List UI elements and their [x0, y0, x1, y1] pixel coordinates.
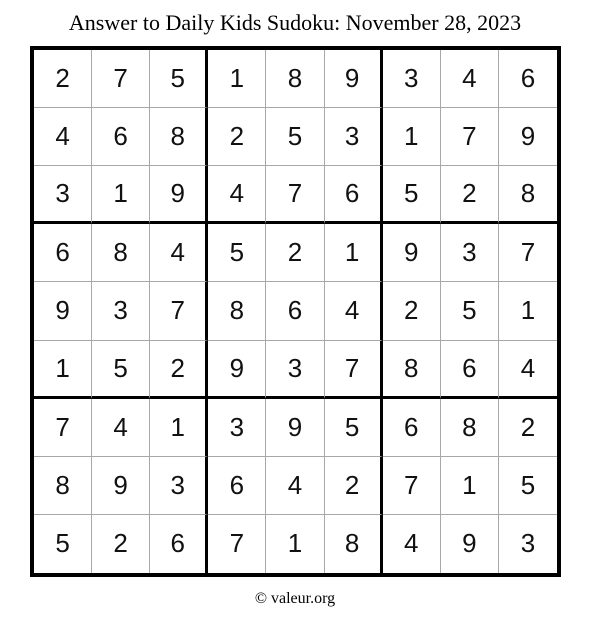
sudoku-cell: 5: [383, 166, 441, 224]
sudoku-cell: 7: [441, 108, 499, 166]
sudoku-cell: 9: [383, 224, 441, 282]
sudoku-cell: 2: [92, 515, 150, 573]
sudoku-cell: 3: [441, 224, 499, 282]
sudoku-cell: 3: [325, 108, 383, 166]
sudoku-cell: 7: [383, 457, 441, 515]
sudoku-cell: 3: [383, 50, 441, 108]
sudoku-cell: 4: [383, 515, 441, 573]
sudoku-cell: 1: [325, 224, 383, 282]
sudoku-cell: 4: [499, 341, 557, 399]
sudoku-cell: 2: [208, 108, 266, 166]
sudoku-cell: 4: [34, 108, 92, 166]
sudoku-cell: 3: [266, 341, 324, 399]
sudoku-cell: 1: [92, 166, 150, 224]
sudoku-cell: 1: [499, 282, 557, 340]
sudoku-cell: 1: [150, 399, 208, 457]
sudoku-cell: 6: [266, 282, 324, 340]
sudoku-cell: 4: [266, 457, 324, 515]
sudoku-cell: 4: [208, 166, 266, 224]
sudoku-cell: 8: [92, 224, 150, 282]
sudoku-cell: 4: [150, 224, 208, 282]
sudoku-cell: 5: [441, 282, 499, 340]
sudoku-cell: 5: [34, 515, 92, 573]
sudoku-cell: 8: [150, 108, 208, 166]
sudoku-cell: 5: [150, 50, 208, 108]
sudoku-cell: 9: [499, 108, 557, 166]
sudoku-cell: 5: [208, 224, 266, 282]
sudoku-cell: 8: [325, 515, 383, 573]
sudoku-cell: 3: [150, 457, 208, 515]
sudoku-cell: 7: [325, 341, 383, 399]
sudoku-cell: 1: [34, 341, 92, 399]
sudoku-cell: 5: [499, 457, 557, 515]
sudoku-cell: 8: [208, 282, 266, 340]
sudoku-cell: 2: [266, 224, 324, 282]
sudoku-cell: 6: [92, 108, 150, 166]
sudoku-cell: 1: [441, 457, 499, 515]
sudoku-cell: 4: [325, 282, 383, 340]
sudoku-cell: 5: [92, 341, 150, 399]
sudoku-cell: 8: [34, 457, 92, 515]
sudoku-cell: 9: [208, 341, 266, 399]
sudoku-cell: 4: [92, 399, 150, 457]
sudoku-cell: 9: [441, 515, 499, 573]
sudoku-cell: 6: [325, 166, 383, 224]
sudoku-cell: 2: [499, 399, 557, 457]
sudoku-cell: 9: [92, 457, 150, 515]
sudoku-cell: 3: [208, 399, 266, 457]
copyright-footer: © valeur.org: [254, 590, 336, 607]
sudoku-cell: 6: [34, 224, 92, 282]
sudoku-cell: 5: [325, 399, 383, 457]
sudoku-cell: 8: [441, 399, 499, 457]
sudoku-cell: 7: [34, 399, 92, 457]
sudoku-cell: 8: [499, 166, 557, 224]
sudoku-cell: 6: [383, 399, 441, 457]
sudoku-cell: 7: [208, 515, 266, 573]
sudoku-cell: 1: [383, 108, 441, 166]
sudoku-cell: 7: [92, 50, 150, 108]
sudoku-cell: 6: [150, 515, 208, 573]
sudoku-cell: 7: [499, 224, 557, 282]
sudoku-cell: 3: [520, 528, 536, 559]
sudoku-cell: 2: [150, 341, 208, 399]
sudoku-cell: 9: [150, 166, 208, 224]
sudoku-cell: 2: [325, 457, 383, 515]
sudoku-cell: 6: [441, 341, 499, 399]
sudoku-cell: 5: [266, 108, 324, 166]
sudoku-board: [30, 46, 561, 577]
sudoku-cell: 8: [266, 50, 324, 108]
sudoku-cell: 2: [441, 166, 499, 224]
sudoku-cell: 1: [208, 50, 266, 108]
sudoku-cell: 4: [441, 50, 499, 108]
sudoku-cell: 9: [266, 399, 324, 457]
page-title: Answer to Daily Kids Sudoku: November 28, 2023: [68, 10, 522, 35]
sudoku-cell: 8: [383, 341, 441, 399]
sudoku-cell: 9: [325, 50, 383, 108]
sudoku-cell: 1: [266, 515, 324, 573]
sudoku-cell: 6: [208, 457, 266, 515]
sudoku-cell: 3: [92, 282, 150, 340]
sudoku-cell: 2: [383, 282, 441, 340]
sudoku-cell: 2: [34, 50, 92, 108]
sudoku-cell: 9: [34, 282, 92, 340]
sudoku-cell: 6: [499, 50, 557, 108]
sudoku-cell: 7: [150, 282, 208, 340]
sudoku-cell: 3: [34, 166, 92, 224]
sudoku-cell: 7: [266, 166, 324, 224]
